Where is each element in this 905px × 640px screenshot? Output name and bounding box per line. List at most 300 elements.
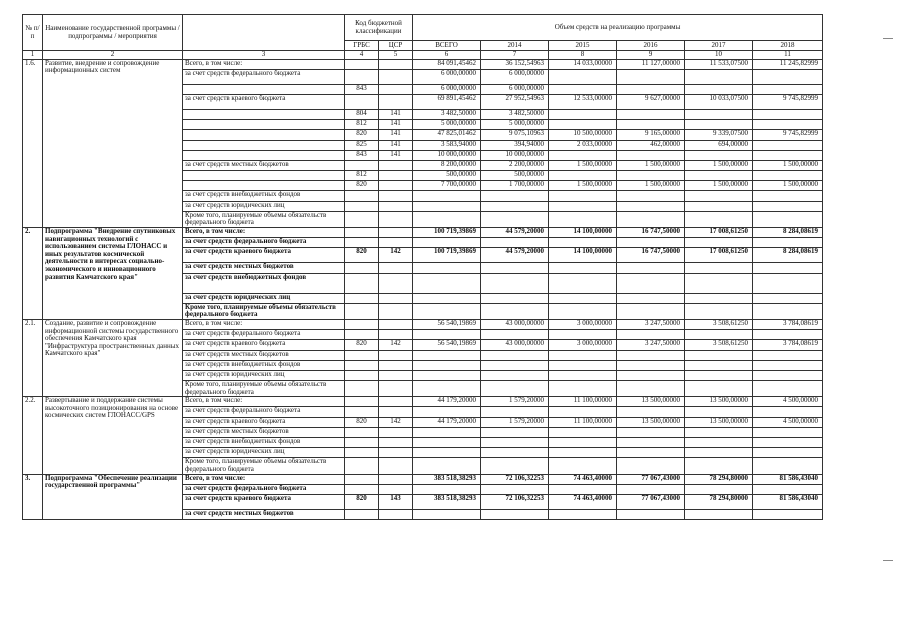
amount-year: 3 508,61250 xyxy=(685,319,753,329)
amount-total xyxy=(413,330,481,340)
amount-year xyxy=(685,263,753,273)
amount-year xyxy=(753,509,823,519)
amount-total: 44 179,20000 xyxy=(413,397,481,407)
amount-year: 44 579,20000 xyxy=(481,248,549,263)
csr-code xyxy=(379,273,413,293)
amount-year xyxy=(685,238,753,248)
grbs-code: 812 xyxy=(345,120,379,130)
funding-source: Всего, в том числе: xyxy=(183,59,345,69)
grbs-code: 820 xyxy=(345,340,379,350)
funding-source xyxy=(183,140,345,150)
column-index-cell: 5 xyxy=(379,51,413,60)
amount-year xyxy=(685,109,753,119)
amount-total: 56 540,19869 xyxy=(413,340,481,350)
grbs-code xyxy=(345,330,379,340)
funding-source: за счет средств внебюджетных фондов xyxy=(183,360,345,370)
funding-source: Кроме того, планируемые объемы обязательств федерального бюджета xyxy=(183,211,345,227)
row-number: 2.1. xyxy=(23,319,43,396)
csr-code: 143 xyxy=(379,494,413,509)
amount-total xyxy=(413,350,481,360)
amount-year: 3 482,50000 xyxy=(481,109,549,119)
amount-year: 17 008,61250 xyxy=(685,248,753,263)
amount-year xyxy=(617,69,685,84)
amount-year xyxy=(549,273,617,293)
csr-code xyxy=(379,160,413,170)
grbs-code xyxy=(345,397,379,407)
amount-year: 9 627,00000 xyxy=(617,94,685,109)
funding-source: за счет средств местных бюджетов xyxy=(183,263,345,273)
amount-total xyxy=(413,484,481,494)
row-number: 2.2. xyxy=(23,397,43,474)
funding-source xyxy=(183,120,345,130)
amount-total: 84 091,45462 xyxy=(413,59,481,69)
amount-year xyxy=(481,263,549,273)
amount-year xyxy=(617,484,685,494)
amount-total xyxy=(413,381,481,397)
amount-year xyxy=(617,330,685,340)
amount-year: 10 000,00000 xyxy=(481,150,549,160)
grbs-code xyxy=(345,211,379,227)
grbs-code xyxy=(345,160,379,170)
funding-source: Кроме того, планируемые объемы обязательств федерального бюджета xyxy=(183,381,345,397)
header-csr: ЦСР xyxy=(379,41,413,51)
funding-source: за счет средств федерального бюджета xyxy=(183,69,345,84)
funding-source: за счет средств федерального бюджета xyxy=(183,238,345,248)
amount-year xyxy=(549,69,617,84)
amount-total xyxy=(413,458,481,474)
amount-year xyxy=(549,360,617,370)
funding-source xyxy=(183,181,345,191)
amount-year: 1 579,20000 xyxy=(481,397,549,407)
amount-year xyxy=(685,201,753,211)
amount-year: 43 000,00000 xyxy=(481,340,549,350)
csr-code xyxy=(379,438,413,448)
amount-year: 1 500,00000 xyxy=(685,160,753,170)
amount-year xyxy=(549,509,617,519)
funding-source xyxy=(183,109,345,119)
csr-code xyxy=(379,458,413,474)
amount-year xyxy=(685,448,753,458)
grbs-code xyxy=(345,484,379,494)
grbs-code xyxy=(345,509,379,519)
amount-year xyxy=(685,427,753,437)
header-year: 2015 xyxy=(549,41,617,51)
amount-year: 1 500,00000 xyxy=(617,181,685,191)
header-volume: Объем средств на реализацию программы xyxy=(413,15,823,41)
amount-year xyxy=(617,381,685,397)
amount-year xyxy=(753,201,823,211)
program-name: Развертывание и поддержание системы высокоточного позиционирования на основе космических систем ГЛОНАСС/GPS xyxy=(43,397,183,474)
amount-year xyxy=(481,448,549,458)
funding-source: Кроме того, планируемые объемы обязательств федерального бюджета xyxy=(183,458,345,474)
amount-year: 81 586,43040 xyxy=(753,494,823,509)
amount-year xyxy=(685,458,753,474)
amount-year xyxy=(549,84,617,94)
amount-year xyxy=(549,150,617,160)
grbs-code xyxy=(345,448,379,458)
amount-total xyxy=(413,191,481,201)
amount-year xyxy=(685,84,753,94)
amount-year: 694,00000 xyxy=(685,140,753,150)
amount-year xyxy=(481,238,549,248)
funding-source xyxy=(183,130,345,140)
amount-year: 72 106,32253 xyxy=(481,474,549,484)
amount-year: 1 500,00000 xyxy=(549,181,617,191)
amount-year xyxy=(617,263,685,273)
amount-year: 77 067,43000 xyxy=(617,474,685,484)
amount-year xyxy=(549,350,617,360)
column-index-cell: 7 xyxy=(481,51,549,60)
margin-mark xyxy=(883,38,893,39)
amount-year xyxy=(685,438,753,448)
amount-year: 44 579,20000 xyxy=(481,228,549,238)
csr-code xyxy=(379,319,413,329)
funding-source xyxy=(183,150,345,160)
csr-code xyxy=(379,484,413,494)
amount-year xyxy=(617,84,685,94)
csr-code xyxy=(379,238,413,248)
amount-year xyxy=(753,381,823,397)
amount-total xyxy=(413,273,481,293)
amount-year xyxy=(617,509,685,519)
amount-year xyxy=(549,484,617,494)
column-index-cell: 10 xyxy=(685,51,753,60)
csr-code: 141 xyxy=(379,109,413,119)
amount-year: 9 339,07500 xyxy=(685,130,753,140)
amount-year: 3 000,00000 xyxy=(549,340,617,350)
amount-year xyxy=(481,201,549,211)
amount-year xyxy=(549,293,617,303)
grbs-code: 820 xyxy=(345,417,379,427)
amount-total xyxy=(413,201,481,211)
funding-source: за счет средств краевого бюджета xyxy=(183,494,345,509)
amount-year xyxy=(481,330,549,340)
amount-year: 10 500,00000 xyxy=(549,130,617,140)
amount-year xyxy=(549,407,617,417)
amount-year xyxy=(549,109,617,119)
funding-source: за счет средств краевого бюджета xyxy=(183,417,345,427)
amount-year xyxy=(753,484,823,494)
grbs-code xyxy=(345,59,379,69)
amount-year xyxy=(753,360,823,370)
grbs-code xyxy=(345,319,379,329)
amount-total xyxy=(413,438,481,448)
grbs-code xyxy=(345,438,379,448)
csr-code xyxy=(379,171,413,181)
csr-code: 141 xyxy=(379,150,413,160)
amount-year xyxy=(481,438,549,448)
amount-year: 81 586,43040 xyxy=(753,474,823,484)
funding-source: Кроме того, планируемые объемы обязательств федерального бюджета xyxy=(183,303,345,319)
amount-year xyxy=(685,509,753,519)
csr-code xyxy=(379,94,413,109)
program-name: Подпрограмма "Внедрение спутниковых навигационных технологий с использованием системы ГЛОНАСС и иных результатов космической деятельности в интересах социально-экономического и инновационного развития Камчатского края" xyxy=(43,228,183,320)
amount-year: 3 784,08619 xyxy=(753,319,823,329)
amount-year xyxy=(753,448,823,458)
amount-year: 74 463,40000 xyxy=(549,494,617,509)
grbs-code: 825 xyxy=(345,140,379,150)
amount-year: 394,94000 xyxy=(481,140,549,150)
grbs-code xyxy=(345,474,379,484)
header-total: ВСЕГО xyxy=(413,41,481,51)
amount-year xyxy=(549,330,617,340)
budget-table-sheet xyxy=(22,14,822,520)
grbs-code xyxy=(345,94,379,109)
amount-year xyxy=(549,448,617,458)
funding-source: за счет средств федерального бюджета xyxy=(183,484,345,494)
amount-total: 6 000,00000 xyxy=(413,69,481,84)
csr-code xyxy=(379,427,413,437)
amount-year xyxy=(617,360,685,370)
funding-source: за счет средств краевого бюджета xyxy=(183,94,345,109)
grbs-code xyxy=(345,458,379,474)
amount-year xyxy=(685,360,753,370)
grbs-code xyxy=(345,228,379,238)
amount-year: 5 000,00000 xyxy=(481,120,549,130)
amount-year xyxy=(753,407,823,417)
amount-total xyxy=(413,448,481,458)
amount-year xyxy=(617,407,685,417)
grbs-code: 804 xyxy=(345,109,379,119)
amount-year xyxy=(685,273,753,293)
csr-code: 141 xyxy=(379,130,413,140)
amount-total: 8 200,00000 xyxy=(413,160,481,170)
csr-code xyxy=(379,448,413,458)
amount-year: 11 127,00000 xyxy=(617,59,685,69)
table-row xyxy=(23,59,823,69)
amount-year xyxy=(685,484,753,494)
header-name: Наименование государственной программы / подпрограммы / мероприятия xyxy=(43,15,183,51)
amount-year: 1 500,00000 xyxy=(753,181,823,191)
amount-year xyxy=(617,427,685,437)
amount-year: 36 152,54963 xyxy=(481,59,549,69)
header-grbs: ГРБС xyxy=(345,41,379,51)
amount-year: 9 165,00000 xyxy=(617,130,685,140)
amount-year: 4 500,00000 xyxy=(753,397,823,407)
amount-year xyxy=(481,360,549,370)
amount-year: 72 106,32253 xyxy=(481,494,549,509)
amount-year xyxy=(617,370,685,380)
amount-year xyxy=(685,69,753,84)
amount-year xyxy=(685,211,753,227)
amount-year xyxy=(549,381,617,397)
column-index-cell: 2 xyxy=(43,51,183,60)
column-index-cell: 3 xyxy=(183,51,345,60)
row-number: 3. xyxy=(23,474,43,520)
amount-year xyxy=(549,201,617,211)
amount-total: 10 000,00000 xyxy=(413,150,481,160)
grbs-code: 820 xyxy=(345,181,379,191)
margin-mark xyxy=(883,560,893,561)
amount-year: 27 952,54963 xyxy=(481,94,549,109)
amount-total xyxy=(413,303,481,319)
grbs-code xyxy=(345,303,379,319)
amount-year xyxy=(481,211,549,227)
amount-year xyxy=(685,171,753,181)
table-row xyxy=(23,228,823,238)
grbs-code xyxy=(345,263,379,273)
amount-year xyxy=(481,427,549,437)
header-source xyxy=(183,15,345,51)
amount-total: 5 000,00000 xyxy=(413,120,481,130)
amount-year: 77 067,43000 xyxy=(617,494,685,509)
amount-year xyxy=(753,140,823,150)
amount-total: 383 518,38293 xyxy=(413,474,481,484)
amount-year xyxy=(685,370,753,380)
csr-code xyxy=(379,201,413,211)
funding-source: Всего, в том числе: xyxy=(183,474,345,484)
amount-total: 383 518,38293 xyxy=(413,494,481,509)
grbs-code: 820 xyxy=(345,130,379,140)
amount-year xyxy=(617,201,685,211)
amount-year: 3 247,50000 xyxy=(617,340,685,350)
amount-year xyxy=(685,120,753,130)
amount-total xyxy=(413,370,481,380)
csr-code xyxy=(379,360,413,370)
funding-source: за счет средств местных бюджетов xyxy=(183,427,345,437)
funding-source: за счет средств краевого бюджета xyxy=(183,340,345,350)
amount-year: 10 033,07500 xyxy=(685,94,753,109)
column-index-cell: 9 xyxy=(617,51,685,60)
amount-year: 11 533,07500 xyxy=(685,59,753,69)
amount-year xyxy=(753,191,823,201)
amount-year: 16 747,50000 xyxy=(617,228,685,238)
csr-code: 141 xyxy=(379,140,413,150)
amount-total xyxy=(413,293,481,303)
amount-year: 11 100,00000 xyxy=(549,397,617,407)
amount-total: 100 719,39869 xyxy=(413,248,481,263)
grbs-code xyxy=(345,407,379,417)
grbs-code: 820 xyxy=(345,494,379,509)
csr-code xyxy=(379,350,413,360)
funding-source: за счет средств внебюджетных фондов xyxy=(183,191,345,201)
grbs-code xyxy=(345,238,379,248)
amount-total xyxy=(413,238,481,248)
amount-year xyxy=(481,407,549,417)
amount-year xyxy=(549,303,617,319)
column-index-cell: 4 xyxy=(345,51,379,60)
amount-year xyxy=(685,293,753,303)
grbs-code xyxy=(345,293,379,303)
amount-year xyxy=(481,303,549,319)
amount-year xyxy=(753,303,823,319)
amount-year: 13 500,00000 xyxy=(617,397,685,407)
program-name: Развитие, внедрение и сопровождение информационных систем xyxy=(43,59,183,227)
amount-total xyxy=(413,263,481,273)
amount-year xyxy=(617,109,685,119)
budget-table xyxy=(22,14,823,520)
amount-total: 47 825,01462 xyxy=(413,130,481,140)
amount-year xyxy=(617,448,685,458)
grbs-code: 843 xyxy=(345,150,379,160)
amount-year: 14 033,00000 xyxy=(549,59,617,69)
amount-year xyxy=(753,427,823,437)
amount-year xyxy=(753,171,823,181)
funding-source xyxy=(183,171,345,181)
amount-year xyxy=(617,171,685,181)
amount-year xyxy=(617,150,685,160)
amount-year xyxy=(753,273,823,293)
amount-year xyxy=(617,293,685,303)
amount-year xyxy=(753,84,823,94)
amount-year xyxy=(753,109,823,119)
amount-year: 500,00000 xyxy=(481,171,549,181)
amount-year: 3 784,08619 xyxy=(753,340,823,350)
amount-year xyxy=(549,438,617,448)
amount-year xyxy=(617,273,685,293)
amount-year: 78 294,80000 xyxy=(685,494,753,509)
amount-year: 8 284,08619 xyxy=(753,228,823,238)
csr-code xyxy=(379,407,413,417)
amount-year xyxy=(617,120,685,130)
funding-source: за счет средств юридических лиц xyxy=(183,370,345,380)
amount-total xyxy=(413,509,481,519)
grbs-code xyxy=(345,350,379,360)
csr-code xyxy=(379,330,413,340)
amount-total: 69 891,45462 xyxy=(413,94,481,109)
header-year: 2017 xyxy=(685,41,753,51)
column-index-cell: 11 xyxy=(753,51,823,60)
amount-year: 17 008,61250 xyxy=(685,228,753,238)
grbs-code xyxy=(345,427,379,437)
csr-code xyxy=(379,263,413,273)
column-index-row xyxy=(23,51,823,60)
grbs-code xyxy=(345,191,379,201)
amount-year: 6 000,00000 xyxy=(481,84,549,94)
amount-year xyxy=(753,150,823,160)
funding-source: за счет средств внебюджетных фондов xyxy=(183,273,345,293)
amount-year xyxy=(753,438,823,448)
csr-code xyxy=(379,228,413,238)
amount-year: 14 100,00000 xyxy=(549,248,617,263)
amount-total: 3 583,94000 xyxy=(413,140,481,150)
amount-year xyxy=(617,303,685,319)
funding-source: за счет средств юридических лиц xyxy=(183,201,345,211)
amount-year: 8 284,08619 xyxy=(753,248,823,263)
funding-source: за счет средств юридических лиц xyxy=(183,448,345,458)
csr-code xyxy=(379,509,413,519)
funding-source xyxy=(183,84,345,94)
amount-year xyxy=(549,458,617,474)
csr-code xyxy=(379,397,413,407)
amount-year xyxy=(549,211,617,227)
row-number: 2. xyxy=(23,228,43,320)
csr-code: 142 xyxy=(379,417,413,427)
amount-year xyxy=(481,381,549,397)
grbs-code xyxy=(345,370,379,380)
amount-year xyxy=(481,273,549,293)
amount-year xyxy=(753,238,823,248)
amount-year xyxy=(617,438,685,448)
amount-year xyxy=(753,293,823,303)
amount-year: 11 100,00000 xyxy=(549,417,617,427)
funding-source: за счет средств краевого бюджета xyxy=(183,248,345,263)
amount-year xyxy=(753,458,823,474)
amount-year: 1 579,20000 xyxy=(481,417,549,427)
amount-year: 78 294,80000 xyxy=(685,474,753,484)
amount-year: 1 700,00000 xyxy=(481,181,549,191)
csr-code xyxy=(379,293,413,303)
csr-code xyxy=(379,381,413,397)
amount-year xyxy=(549,238,617,248)
amount-year xyxy=(617,211,685,227)
amount-year: 13 500,00000 xyxy=(685,417,753,427)
amount-year: 12 533,00000 xyxy=(549,94,617,109)
amount-total xyxy=(413,360,481,370)
amount-year: 4 500,00000 xyxy=(753,417,823,427)
funding-source: за счет средств местных бюджетов xyxy=(183,509,345,519)
grbs-code xyxy=(345,201,379,211)
